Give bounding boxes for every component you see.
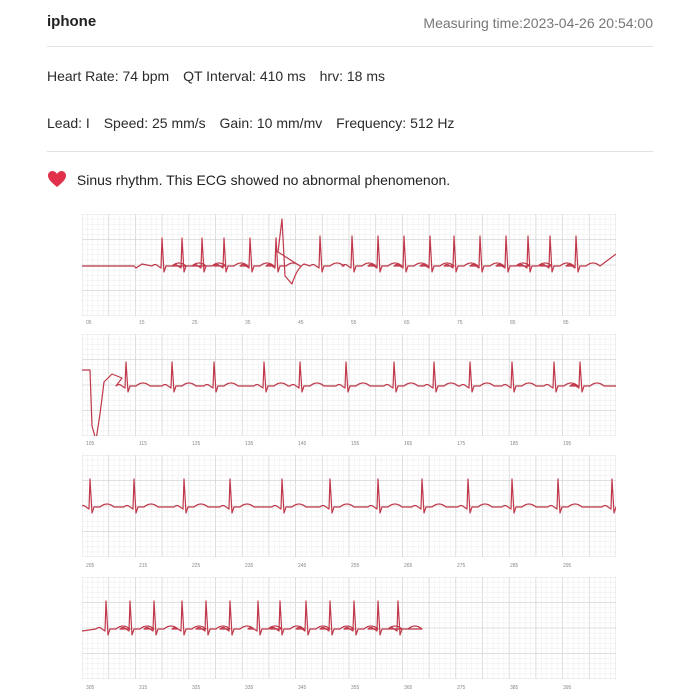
- ecg-tick-label: 295: [563, 563, 572, 569]
- ecg-tick-label: 335: [245, 685, 254, 691]
- ecg-tick-label: 365: [404, 685, 413, 691]
- ecg-tick-label: 255: [351, 563, 360, 569]
- hrv: hrv: 18 ms: [319, 68, 385, 84]
- ecg-tick-label: 165: [404, 441, 413, 447]
- divider: [47, 151, 653, 152]
- ecg-strip-3-ticks: [82, 563, 616, 575]
- ecg-tick-label: 105: [86, 441, 95, 447]
- ecg-tick-label: 395: [563, 685, 572, 691]
- diagnosis-result: [47, 170, 450, 188]
- ecg-tick-label: 35: [245, 320, 251, 326]
- ecg-tick-label: 345: [298, 685, 307, 691]
- ecg-tick-label: 125: [192, 441, 201, 447]
- diagnosis-text: Sinus rhythm. This ECG showed no abnormal phenomenon.: [76, 172, 451, 188]
- settings-row: [47, 115, 464, 131]
- ecg-tick-label: 285: [510, 563, 519, 569]
- ecg-tick-label: 215: [139, 563, 148, 569]
- ecg-tick-label: 375: [457, 685, 466, 691]
- metrics-row: [47, 68, 395, 84]
- ecg-tick-label: 265: [404, 563, 413, 569]
- ecg-tick-label: 315: [139, 685, 148, 691]
- ecg-strip-2-ticks: [82, 441, 616, 453]
- ecg-tick-label: 245: [298, 563, 307, 569]
- ecg-tick-label: 185: [510, 441, 519, 447]
- heart-icon: [47, 170, 67, 188]
- ecg-tick-label: 55: [351, 320, 357, 326]
- ecg-tick-label: 85: [510, 320, 516, 326]
- ecg-tick-label: 15: [139, 320, 145, 326]
- ecg-tick-label: 385: [510, 685, 519, 691]
- heart-rate: Heart Rate: 74 bpm: [47, 68, 170, 84]
- ecg-strip-2: [82, 334, 616, 436]
- ecg-tick-label: 195: [563, 441, 572, 447]
- speed: Speed: 25 mm/s: [103, 115, 206, 131]
- ecg-tick-label: 75: [457, 320, 463, 326]
- ecg-tick-label: 305: [86, 685, 95, 691]
- ecg-tick-label: 235: [245, 563, 254, 569]
- ecg-tick-label: 155: [351, 441, 360, 447]
- ecg-tick-label: 05: [86, 320, 92, 326]
- ecg-tick-label: 45: [298, 320, 304, 326]
- lead: Lead: I: [47, 115, 90, 131]
- ecg-tick-label: 275: [457, 563, 466, 569]
- ecg-strip-3: [82, 455, 616, 557]
- ecg-tick-label: 225: [192, 563, 201, 569]
- ecg-grid: [82, 214, 616, 316]
- ecg-tick-label: 205: [86, 563, 95, 569]
- qt-interval: QT Interval: 410 ms: [183, 68, 306, 84]
- ecg-tick-label: 145: [298, 441, 307, 447]
- ecg-tick-label: 325: [192, 685, 201, 691]
- ecg-strip-4: [82, 577, 616, 679]
- ecg-strip-1: [82, 214, 616, 316]
- ecg-grid: [82, 455, 616, 557]
- report-header: [47, 0, 653, 47]
- frequency: Frequency: 512 Hz: [336, 115, 455, 131]
- device-name: iphone: [47, 13, 97, 30]
- ecg-tick-label: 175: [457, 441, 466, 447]
- ecg-tick-label: 135: [245, 441, 254, 447]
- ecg-tick-label: 95: [563, 320, 569, 326]
- gain: Gain: 10 mm/mv: [219, 115, 323, 131]
- ecg-strip-4-ticks: [82, 685, 616, 697]
- ecg-tick-label: 115: [139, 441, 147, 447]
- ecg-grid: [82, 334, 616, 436]
- ecg-tick-label: 65: [404, 320, 410, 326]
- ecg-tick-label: 25: [192, 320, 198, 326]
- ecg-strip-1-ticks: [82, 320, 616, 332]
- measuring-time: Measuring time:2023-04-26 20:54:00: [423, 15, 653, 31]
- ecg-tick-label: 355: [351, 685, 360, 691]
